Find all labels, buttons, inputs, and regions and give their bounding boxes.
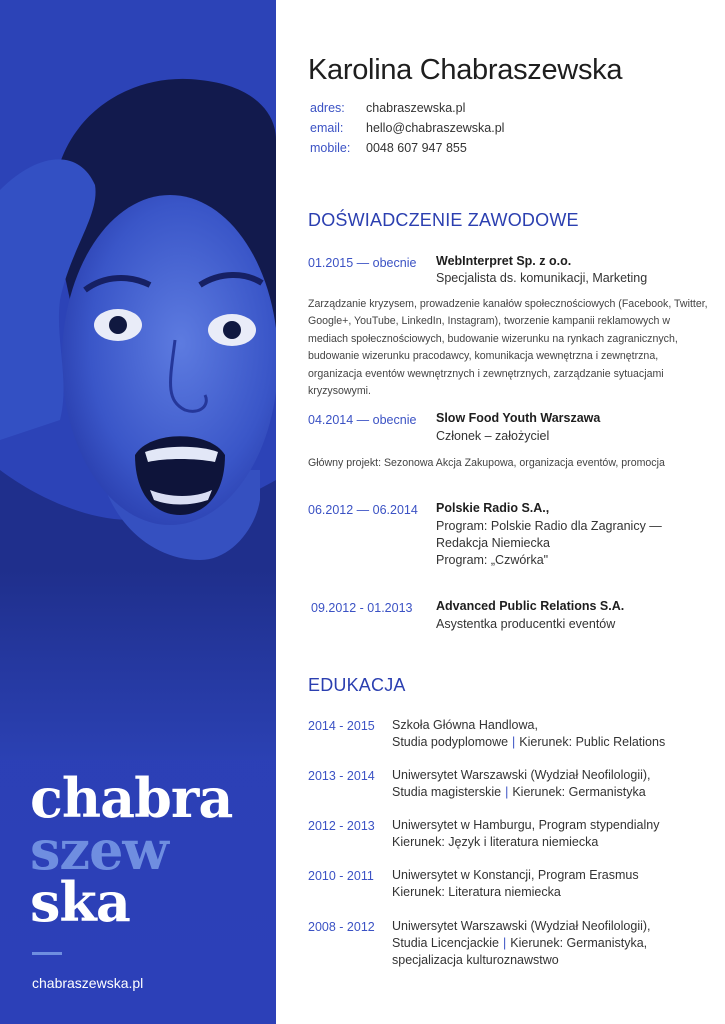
sidebar-panel [0, 0, 276, 1024]
experience-date: 04.2014 — obecnie [308, 413, 417, 427]
contact-key: adres: [310, 101, 345, 115]
education-date: 2008 - 2012 [308, 920, 375, 934]
brand-logo [30, 766, 233, 934]
separator: | [505, 785, 509, 799]
experience-company: Slow Food Youth Warszawa [436, 411, 601, 425]
experience-role: Asystentka producentki eventów [436, 617, 616, 631]
education-heading: EDUKACJA [308, 675, 406, 695]
education-degree: Studia magisterskie [392, 785, 502, 799]
education-entry [392, 767, 692, 801]
education-degree: Studia podyplomowe [392, 735, 509, 749]
education-date: 2012 - 2013 [308, 819, 375, 833]
education-degree: Studia Licencjackie [392, 936, 500, 950]
education-school: Szkoła Główna Handlowa, [392, 718, 538, 732]
experience-role: Członek – założyciel [436, 429, 550, 443]
experience-description: Główny projekt: Sezonowa Akcja Zakupowa, organizacja eventów, promocja [308, 457, 665, 469]
separator: | [512, 735, 516, 749]
education-school: Uniwersytet w Konstancji, Program Erasmus [392, 868, 639, 882]
experience-role-line: Program: „Czwórka" [436, 553, 549, 567]
experience-company: Polskie Radio S.A., [436, 501, 550, 515]
education-program [392, 734, 692, 751]
website-link[interactable]: chabraszewska.pl [32, 975, 144, 991]
education-school: Uniwersytet Warszawski (Wydział Neofilologii), [392, 919, 651, 933]
experience-role-line: Redakcja Niemiecka [436, 536, 550, 550]
logo-divider [32, 952, 62, 955]
education-date: 2013 - 2014 [308, 769, 375, 783]
experience-role [436, 518, 706, 569]
experience-company: Advanced Public Relations S.A. [436, 599, 625, 613]
education-field: Kierunek: Literatura niemiecka [392, 885, 561, 899]
contact-value[interactable]: hello@chabraszewska.pl [366, 121, 505, 135]
education-program [392, 935, 692, 952]
contact-value[interactable]: chabraszewska.pl [366, 101, 466, 115]
education-entry [392, 817, 692, 851]
education-entry [392, 918, 692, 969]
experience-date: 06.2012 — 06.2014 [308, 503, 418, 517]
contact-value[interactable]: 0048 607 947 855 [366, 141, 467, 155]
education-date: 2010 - 2011 [308, 869, 374, 883]
education-program [392, 784, 692, 801]
education-date: 2014 - 2015 [308, 719, 375, 733]
education-field: Kierunek: Germanistyka, [510, 936, 648, 950]
logo-line-2: szew [30, 818, 168, 882]
education-field: Kierunek: Public Relations [519, 735, 666, 749]
experience-date: 01.2015 — obecnie [308, 256, 417, 270]
experience-heading: DOŚWIADCZENIE ZAWODOWE [308, 210, 579, 230]
contact-key: email: [310, 121, 344, 135]
logo-line-3: ska [30, 870, 130, 934]
education-field: Kierunek: Germanistyka [512, 785, 646, 799]
education-field: Kierunek: Język i literatura niemiecka [392, 835, 599, 849]
experience-role-line: Program: Polskie Radio dla Zagranicy — [436, 519, 662, 533]
separator: | [503, 936, 507, 950]
education-school: Uniwersytet w Hamburgu, Program stypendialny [392, 818, 660, 832]
experience-description: Zarządzanie kryzysem, prowadzenie kanałów społecznościowych (Facebook, Twitter, Google+, YouTube, LinkedIn, Instagram), tworzenie kampanii reklamowych w mediach społecznościowych, budowanie wizerunku na rynkach zagranicznych, budowanie wizerunku pracodawcy, komunikacja wewnętrzna i zewnętrzna, organizacja eventów wewnętrznych i zewnętrznych, zarządzanie sytuacjami kryzysowymi. [308, 298, 708, 398]
experience-role: Specjalista ds. komunikacji, Marketing [436, 271, 648, 285]
education-school: Uniwersytet Warszawski (Wydział Neofilologii), [392, 768, 651, 782]
experience-company: WebInterpret Sp. z o.o. [436, 254, 572, 268]
education-entry [392, 717, 692, 751]
contact-key: mobile: [310, 141, 351, 155]
portrait-photo [0, 0, 276, 760]
logo-line-1: chabra [30, 766, 233, 830]
experience-date: 09.2012 - 01.2013 [311, 601, 413, 615]
education-entry [392, 867, 692, 901]
education-specialization: specjalizacja kulturoznawstwo [392, 953, 559, 967]
person-name: Karolina Chabraszewska [308, 54, 623, 86]
